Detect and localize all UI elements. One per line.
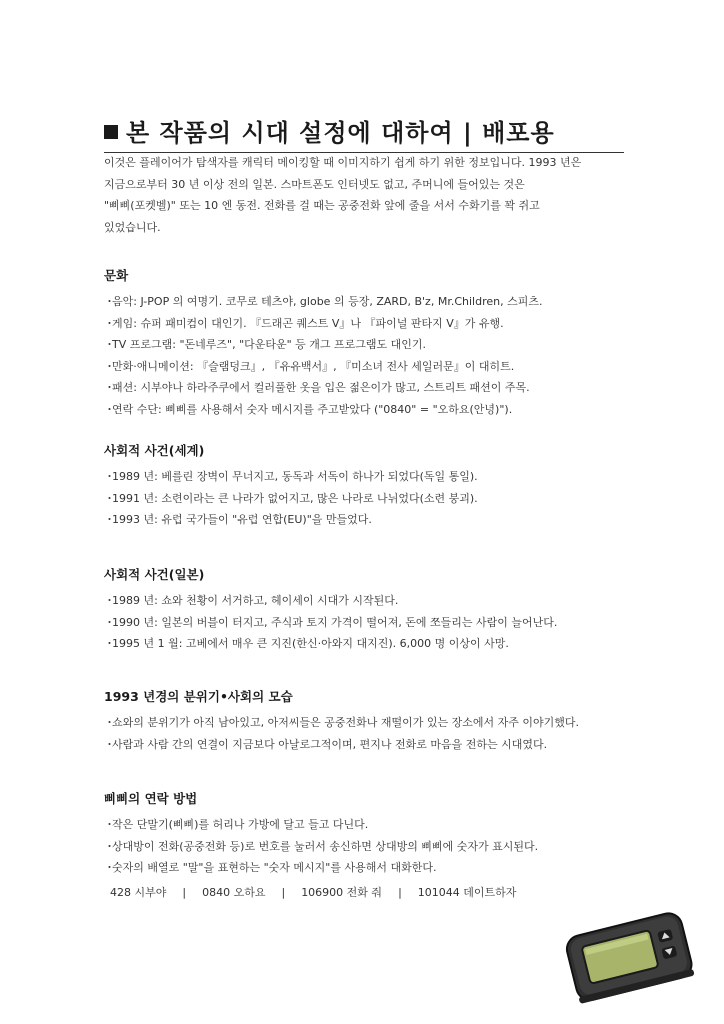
list-item-text: 사람과 사람 간의 연결이 지금보다 아날로그적이며, 편지나 전화로 마음을 전하는 시대였다. — [112, 737, 548, 751]
section-world-events — [104, 442, 644, 531]
list-item — [104, 356, 644, 378]
intro-paragraph — [104, 152, 624, 238]
bullet-icon: ・ — [104, 381, 115, 394]
section-heading: 삐삐의 연락 방법 — [104, 791, 198, 806]
section-pager-usage — [104, 790, 644, 879]
section-list — [104, 814, 644, 879]
list-item-text: 만화·애니메이션: 『슬램덩크』, 『유유백서』, 『미소녀 전사 세일러문』이 대히트. — [112, 359, 515, 373]
pager-code: 428 시부야 — [110, 886, 167, 899]
bullet-icon: ・ — [104, 513, 115, 526]
bullet-icon: ・ — [104, 637, 115, 650]
section-japan-events — [104, 566, 644, 655]
list-item — [104, 509, 644, 531]
list-item — [104, 633, 644, 655]
bullet-icon: ・ — [104, 861, 115, 874]
list-item-text: 음악: J-POP 의 여명기. 코무로 테츠야, globe 의 등장, ZARD, B'z, Mr.Children, 스피츠. — [112, 295, 543, 308]
list-item — [104, 836, 644, 858]
section-list — [104, 712, 644, 755]
list-item-text: 1995 년 1 월: 고베에서 매우 큰 지진(한신·아와지 대지진). 6,000 명 이상이 사망. — [112, 637, 509, 650]
pager-code-examples — [110, 884, 516, 902]
list-item — [104, 377, 644, 399]
page-title-text: 본 작품의 시대 설정에 대하여 | 배포용 — [126, 119, 555, 147]
bullet-icon: ・ — [104, 359, 115, 373]
pager-code: 101044 데이트하자 — [417, 886, 517, 899]
list-item — [104, 313, 644, 335]
bullet-icon: ・ — [104, 402, 115, 416]
pager-code: 106900 전화 줘 — [301, 886, 383, 899]
list-item — [104, 466, 644, 488]
list-item-text: 1990 년: 일본의 버블이 터지고, 주식과 토지 가격이 떨어져, 돈에 쪼들리는 사람이 늘어난다. — [112, 615, 558, 629]
section-heading: 사회적 사건(일본) — [104, 567, 205, 582]
bullet-icon: ・ — [104, 737, 115, 751]
list-item-text: 1991 년: 소련이라는 큰 나라가 없어지고, 많은 나라로 나뉘었다(소련 붕괴). — [112, 491, 478, 505]
bullet-icon: ・ — [104, 316, 115, 330]
list-item-text: 1993 년: 유럽 국가들이 "유럽 연합(EU)"을 만들었다. — [112, 513, 372, 526]
bullet-icon: ・ — [104, 594, 115, 607]
list-item — [104, 291, 644, 313]
intro-line: "삐삐(포켓벨)" 또는 10 엔 동전. 전화를 걸 때는 공중전화 앞에 줄을 서서 수화기를 꽉 쥐고 — [104, 199, 540, 212]
section-list — [104, 590, 644, 655]
list-item-text: 패션: 시부야나 하라주쿠에서 컬러풀한 옷을 입은 젊은이가 많고, 스트리트 패션이 주목. — [112, 381, 530, 394]
list-item — [104, 814, 644, 836]
list-item-text: 상대방이 전화(공중전화 등)로 번호를 눌러서 송신하면 상대방의 삐삐에 숫자가 표시된다. — [112, 839, 539, 853]
bullet-icon: ・ — [104, 615, 115, 629]
page-title — [104, 116, 624, 153]
bullet-icon: ・ — [104, 839, 115, 853]
list-item — [104, 612, 644, 634]
code-separator: | — [398, 886, 402, 899]
section-list — [104, 291, 644, 420]
bullet-icon: ・ — [104, 491, 115, 505]
list-item — [104, 734, 644, 756]
section-culture — [104, 267, 644, 420]
list-item-text: 게임: 슈퍼 패미컴이 대인기. 『드래곤 퀘스트 V』나 『파이널 판타지 V』가 유행. — [112, 316, 504, 330]
bullet-icon: ・ — [104, 818, 115, 831]
intro-line: 이것은 플레이어가 탐색자를 캐릭터 메이킹할 때 이미지하기 쉽게 하기 위한 정보입니다. 1993 년은 — [104, 156, 582, 169]
code-separator: | — [182, 886, 187, 899]
list-item-text: 연락 수단: 삐삐를 사용해서 숫자 메시지를 주고받았다 ("0840" = "오하요(안녕)"). — [112, 402, 513, 416]
list-item-text: 1989 년: 베를린 장벽이 무너지고, 동독과 서독이 하나가 되었다(독일 통일). — [112, 470, 478, 483]
list-item-text: 숫자의 배열로 "말"을 표현하는 "숫자 메시지"를 사용해서 대화한다. — [112, 861, 437, 874]
list-item — [104, 857, 644, 879]
code-separator: | — [281, 886, 286, 899]
bullet-icon: ・ — [104, 295, 115, 308]
pager-icon — [558, 902, 698, 1014]
list-item — [104, 488, 644, 510]
section-list — [104, 466, 644, 531]
intro-line: 지금으로부터 30 년 이상 전의 일본. 스마트폰도 인터넷도 없고, 주머니에 들어있는 것은 — [104, 177, 525, 191]
list-item — [104, 712, 644, 734]
list-item — [104, 590, 644, 612]
list-item-text: 작은 단말기(삐삐)를 허리나 가방에 달고 들고 다닌다. — [112, 818, 369, 831]
list-item — [104, 399, 644, 421]
bullet-icon: ・ — [104, 338, 115, 351]
section-heading: 사회적 사건(세계) — [104, 443, 205, 458]
section-heading: 문화 — [104, 268, 129, 283]
section-atmosphere-1993 — [104, 688, 644, 755]
bullet-icon: ・ — [104, 470, 115, 483]
list-item-text: 쇼와의 분위기가 아직 남아있고, 아저씨들은 공중전화나 재떨이가 있는 장소에서 자주 이야기했다. — [112, 716, 579, 729]
list-item-text: TV 프로그램: "돈네루즈", "다운타운" 등 개그 프로그램도 대인기. — [112, 338, 427, 351]
intro-line: 있었습니다. — [104, 220, 161, 234]
title-square-icon — [104, 125, 118, 139]
list-item — [104, 334, 644, 356]
list-item-text: 1989 년: 쇼와 천황이 서거하고, 헤이세이 시대가 시작된다. — [112, 594, 399, 607]
section-heading: 1993 년경의 분위기•사회의 모습 — [104, 689, 293, 704]
pager-code: 0840 오하요 — [202, 886, 266, 899]
bullet-icon: ・ — [104, 716, 115, 729]
